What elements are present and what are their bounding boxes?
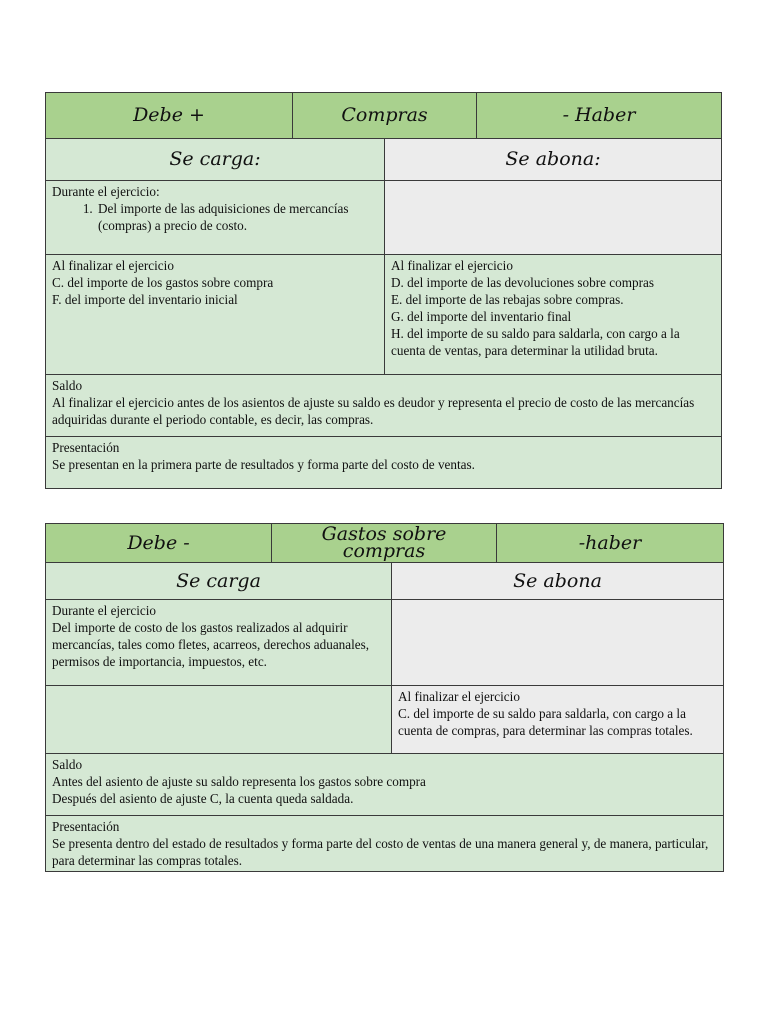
compras-abona-empty (385, 181, 722, 255)
gastos-haber-header: -haber (497, 524, 724, 563)
gastos-title: Gastos sobre compras (272, 524, 497, 563)
compras-finalizar-haber-line: D. del importe de las devoluciones sobre compras (391, 275, 654, 290)
compras-finalizar-haber-line: E. del importe de las rebajas sobre compras. (391, 292, 624, 307)
compras-title: Compras (293, 93, 477, 139)
gastos-durante-label: Durante el ejercicio (52, 603, 156, 618)
compras-finalizar-haber-line: H. del importe de su saldo para saldarla, con cargo a la cuenta de ventas, para determinar la utilidad bruta. (391, 326, 680, 358)
gastos-abona-empty (392, 600, 724, 686)
compras-presentacion-cell (46, 437, 722, 489)
compras-saldo-label: Saldo (52, 378, 83, 393)
gastos-durante-text: Del importe de costo de los gastos realizados al adquirir mercancías, tales como fletes, acarreos, derechos aduanales, permisos de importancia, impuestos, etc. (52, 620, 370, 669)
compras-finalizar-haber-line: Al finalizar el ejercicio (391, 258, 513, 273)
compras-haber-header: - Haber (477, 93, 722, 139)
compras-debe-header: Debe + (46, 93, 293, 139)
gastos-saldo-line: Después del asiento de ajuste C, la cuenta queda saldada. (52, 791, 354, 806)
compras-table (45, 92, 722, 489)
gastos-presentacion-cell (46, 816, 724, 872)
gastos-saldo-label: Saldo (52, 757, 83, 772)
compras-presentacion-label: Presentación (52, 440, 120, 455)
compras-durante-list (52, 200, 378, 234)
gastos-presentacion-label: Presentación (52, 819, 120, 834)
compras-presentacion-text: Se presentan en la primera parte de resultados y forma parte del costo de ventas. (52, 457, 475, 472)
compras-finalizar-haber-line: G. del importe del inventario final (391, 309, 572, 324)
compras-durante-label: Durante el ejercicio: (52, 184, 160, 199)
compras-finalizar-debe-line: F. del importe del inventario inicial (52, 292, 238, 307)
compras-durante-cell (46, 181, 385, 255)
gastos-table (45, 523, 724, 872)
gastos-se-carga: Se carga (46, 563, 392, 600)
compras-finalizar-debe-line: C. del importe de los gastos sobre compra (52, 275, 274, 290)
compras-durante-item: 1. Del importe de las adquisiciones de mercancías (compras) a precio de costo. (96, 200, 378, 234)
gastos-debe-header: Debe - (46, 524, 272, 563)
gastos-presentacion-text: Se presenta dentro del estado de resultados y forma parte del costo de ventas de una manera general y, de manera, particular, para determinar las compras totales. (52, 836, 709, 868)
gastos-carga-empty (46, 686, 392, 754)
compras-saldo-text: Al finalizar el ejercicio antes de los asientos de ajuste su saldo es deudor y representa el precio de costo de las mercancías adquiridas durante el periodo contable, es decir, las compras. (52, 395, 695, 427)
gastos-saldo-line: Antes del asiento de ajuste su saldo representa los gastos sobre compra (52, 774, 426, 789)
gastos-durante-cell (46, 600, 392, 686)
compras-finalizar-haber-cell (385, 255, 722, 375)
gastos-finalizar-text: C. del importe de su saldo para saldarla, con cargo a la cuenta de compras, para determinar las compras totales. (398, 706, 693, 738)
compras-se-carga: Se carga: (46, 139, 385, 181)
compras-se-abona: Se abona: (385, 139, 722, 181)
compras-saldo-cell (46, 375, 722, 437)
gastos-saldo-cell (46, 754, 724, 816)
compras-finalizar-debe-cell (46, 255, 385, 375)
compras-finalizar-debe-line: Al finalizar el ejercicio (52, 258, 174, 273)
gastos-finalizar-label: Al finalizar el ejercicio (398, 689, 520, 704)
gastos-se-abona: Se abona (392, 563, 724, 600)
gastos-finalizar-cell (392, 686, 724, 754)
